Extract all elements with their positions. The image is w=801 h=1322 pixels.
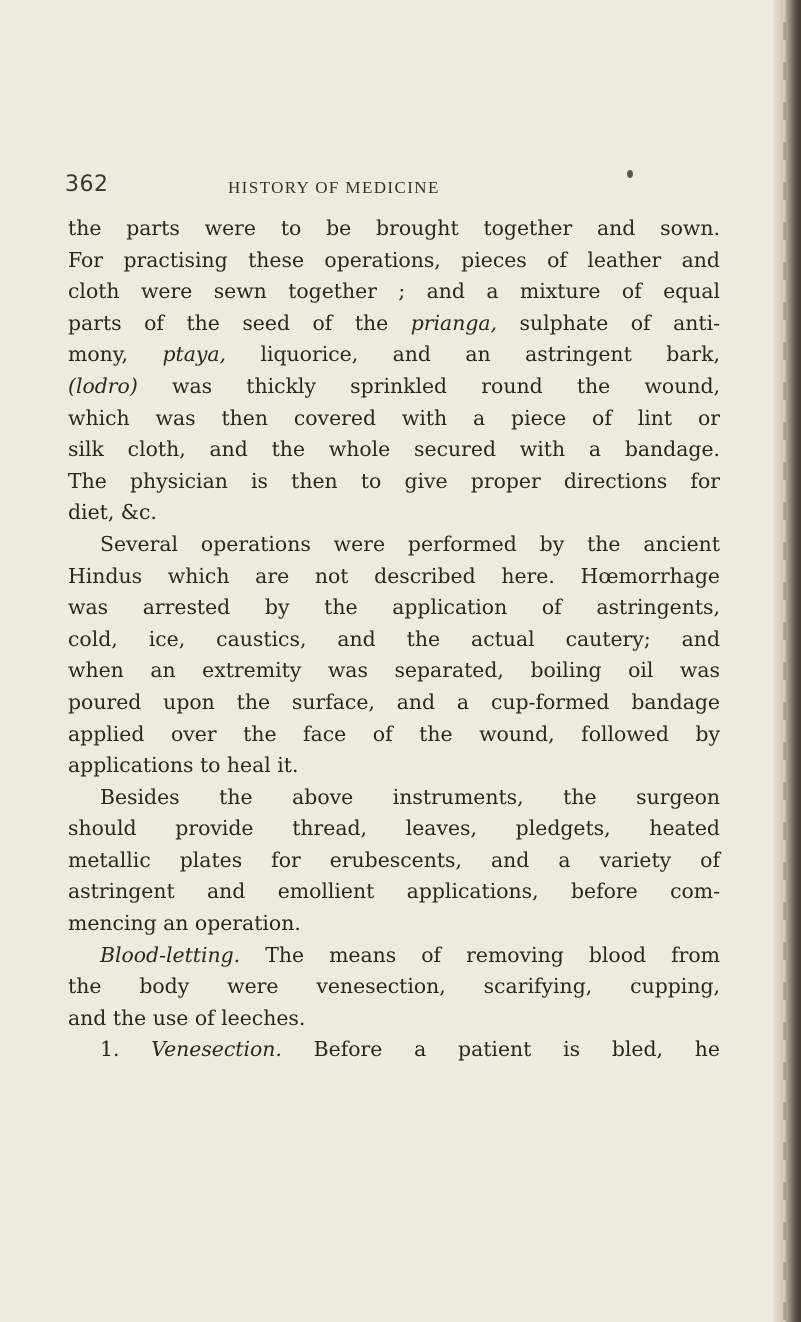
text-run: parts of the seed of the bbox=[68, 310, 411, 335]
text-line: applied over the face of the wound, followed by bbox=[68, 721, 720, 746]
text-run: The means of removing blood from bbox=[240, 942, 720, 967]
text-line: For practising these operations, pieces of leather and bbox=[68, 247, 720, 272]
section-heading-blood-letting: Blood-letting. bbox=[100, 942, 241, 967]
text-line: and the use of leeches. bbox=[68, 1005, 306, 1030]
term-lodro: (lodro) bbox=[68, 373, 138, 398]
text-line: Hindus which are not described here. Hœmorrhage bbox=[68, 563, 720, 588]
paragraph-start: Besides the above instruments, the surgeon bbox=[100, 784, 720, 809]
paragraph-start bbox=[68, 940, 720, 972]
text-line: when an extremity was separated, boiling oil was bbox=[68, 658, 720, 683]
text-line bbox=[68, 371, 720, 403]
numbered-item bbox=[68, 1034, 720, 1066]
subheading-venesection: Venesection. bbox=[151, 1037, 282, 1062]
text-run: Before a patient is bled, he bbox=[281, 1037, 720, 1062]
paragraph-start: Several operations were performed by the ancient bbox=[100, 531, 720, 556]
text-line: the parts were to be brought together and sown. bbox=[68, 216, 720, 240]
text-line: was arrested by the application of astringents, bbox=[68, 595, 720, 620]
page-number: 362 bbox=[65, 172, 109, 197]
page-edge-shadow bbox=[773, 0, 801, 1322]
item-number: 1. bbox=[100, 1037, 152, 1062]
text-line: which was then covered with a piece of lint or bbox=[68, 405, 720, 430]
text-line: the body were venesection, scarifying, cupping, bbox=[68, 974, 720, 999]
body-text bbox=[68, 213, 720, 1066]
text-line: metallic plates for erubescents, and a variety of bbox=[68, 847, 720, 872]
text-line: silk cloth, and the whole secured with a bandage. bbox=[68, 437, 720, 462]
text-run: liquorice, and an astringent bark, bbox=[226, 342, 720, 367]
text-line: applications to heal it. bbox=[68, 753, 299, 778]
text-line: astringent and emollient applications, before com- bbox=[68, 879, 720, 904]
text-run: mony, bbox=[68, 342, 163, 367]
text-line: poured upon the surface, and a cup-formed bandage bbox=[68, 689, 720, 714]
text-line: cloth were sewn together ; and a mixture of equal bbox=[68, 279, 720, 304]
text-line: should provide thread, leaves, pledgets, heated bbox=[68, 816, 720, 841]
text-line: diet, &c. bbox=[68, 500, 157, 525]
text-run: was thickly sprinkled round the wound, bbox=[137, 373, 720, 398]
running-head: HISTORY OF MEDICINE bbox=[228, 178, 440, 197]
text-line: cold, ice, caustics, and the actual cautery; and bbox=[68, 626, 720, 651]
term-ptaya: ptaya, bbox=[162, 342, 227, 367]
text-line bbox=[68, 339, 720, 371]
text-line bbox=[68, 308, 720, 340]
ink-speck bbox=[627, 170, 633, 178]
term-prianga: prianga, bbox=[410, 310, 498, 335]
text-line: The physician is then to give proper directions for bbox=[68, 468, 720, 493]
text-run: sulphate of anti- bbox=[497, 310, 720, 335]
text-line: mencing an operation. bbox=[68, 911, 301, 936]
